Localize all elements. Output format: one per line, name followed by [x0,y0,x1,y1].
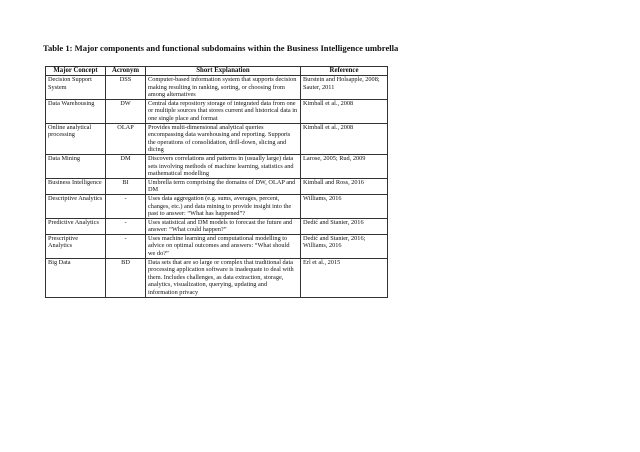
cell-reference: Dedić and Stanier, 2016; Williams, 2016 [301,234,388,258]
cell-concept: Decision Support System [46,76,106,100]
cell-explanation: Discovers correlations and patterns in (usually large) data sets involving methods of machine learning, statistics and mathematical modelling [146,154,301,178]
table-row [46,154,388,178]
table-row [46,99,388,123]
cell-acronym: DW [106,99,146,123]
cell-explanation: Uses data aggregation (e.g. sums, averages, percent, changes, etc.) and data mining to provide insight into the past to answer: “What has happened”? [146,194,301,218]
header-reference: Reference [301,67,388,76]
header-short-explanation: Short Explanation [146,67,301,76]
table-row [46,123,388,154]
cell-concept: Online analytical processing [46,123,106,154]
cell-reference: Kimball and Ross, 2016 [301,178,388,194]
table-row [46,178,388,194]
cell-acronym: BD [106,258,146,297]
cell-concept: Prescriptive Analytics [46,234,106,258]
table-row [46,218,388,234]
cell-concept: Big Data [46,258,106,297]
table-row [46,234,388,258]
cell-explanation: Uses statistical and DM models to forecast the future and answer: “What could happen?” [146,218,301,234]
cell-reference: Williams, 2016 [301,194,388,218]
header-major-concept: Major Concept [46,67,106,76]
header-acronym: Acronym [106,67,146,76]
table-header-row [46,67,388,76]
bi-components-table [45,66,388,298]
cell-concept: Descriptive Analytics [46,194,106,218]
cell-concept: Business Intelligence [46,178,106,194]
cell-acronym: - [106,194,146,218]
cell-acronym: - [106,234,146,258]
cell-explanation: Data sets that are so large or complex that traditional data processing application software is inadequate to deal with them. Includes challenges, as data extraction, storage, analytics, visualization, querying, updating and information privacy [146,258,301,297]
cell-acronym: DSS [106,76,146,100]
cell-explanation: Uses machine learning and computational modelling to advice on optimal outcomes and answers: “What should we do?” [146,234,301,258]
cell-concept: Data Mining [46,154,106,178]
cell-reference: Dedić and Stanier, 2016 [301,218,388,234]
cell-acronym: - [106,218,146,234]
cell-concept: Data Warehousing [46,99,106,123]
cell-reference: Erl et al., 2015 [301,258,388,297]
table-caption: Table 1: Major components and functional subdomains within the Business Intelligence umbrella [43,43,399,53]
table-row [46,194,388,218]
cell-reference: Kimball et al., 2008 [301,99,388,123]
table-row [46,76,388,100]
cell-reference: Burstein and Holsapple, 2008; Sauter, 2011 [301,76,388,100]
cell-acronym: OLAP [106,123,146,154]
cell-acronym: DM [106,154,146,178]
cell-explanation: Provides multi-dimensional analytical queries encompassing data warehousing and reporting. Supports the operations of consolidation, drill-down, slicing and dicing [146,123,301,154]
table-row [46,258,388,297]
cell-acronym: BI [106,178,146,194]
cell-concept: Predictive Analytics [46,218,106,234]
cell-explanation: Computer-based information system that supports decision making resulting in ranking, sorting, or choosing from among alternatives [146,76,301,100]
cell-explanation: Umbrella term comprising the domains of DW, OLAP and DM [146,178,301,194]
cell-reference: Kimball et al., 2008 [301,123,388,154]
cell-explanation: Central data repository storage of integrated data from one or multiple sources that stores current and historical data in one single place and format [146,99,301,123]
cell-reference: Larose, 2005; Rud, 2009 [301,154,388,178]
